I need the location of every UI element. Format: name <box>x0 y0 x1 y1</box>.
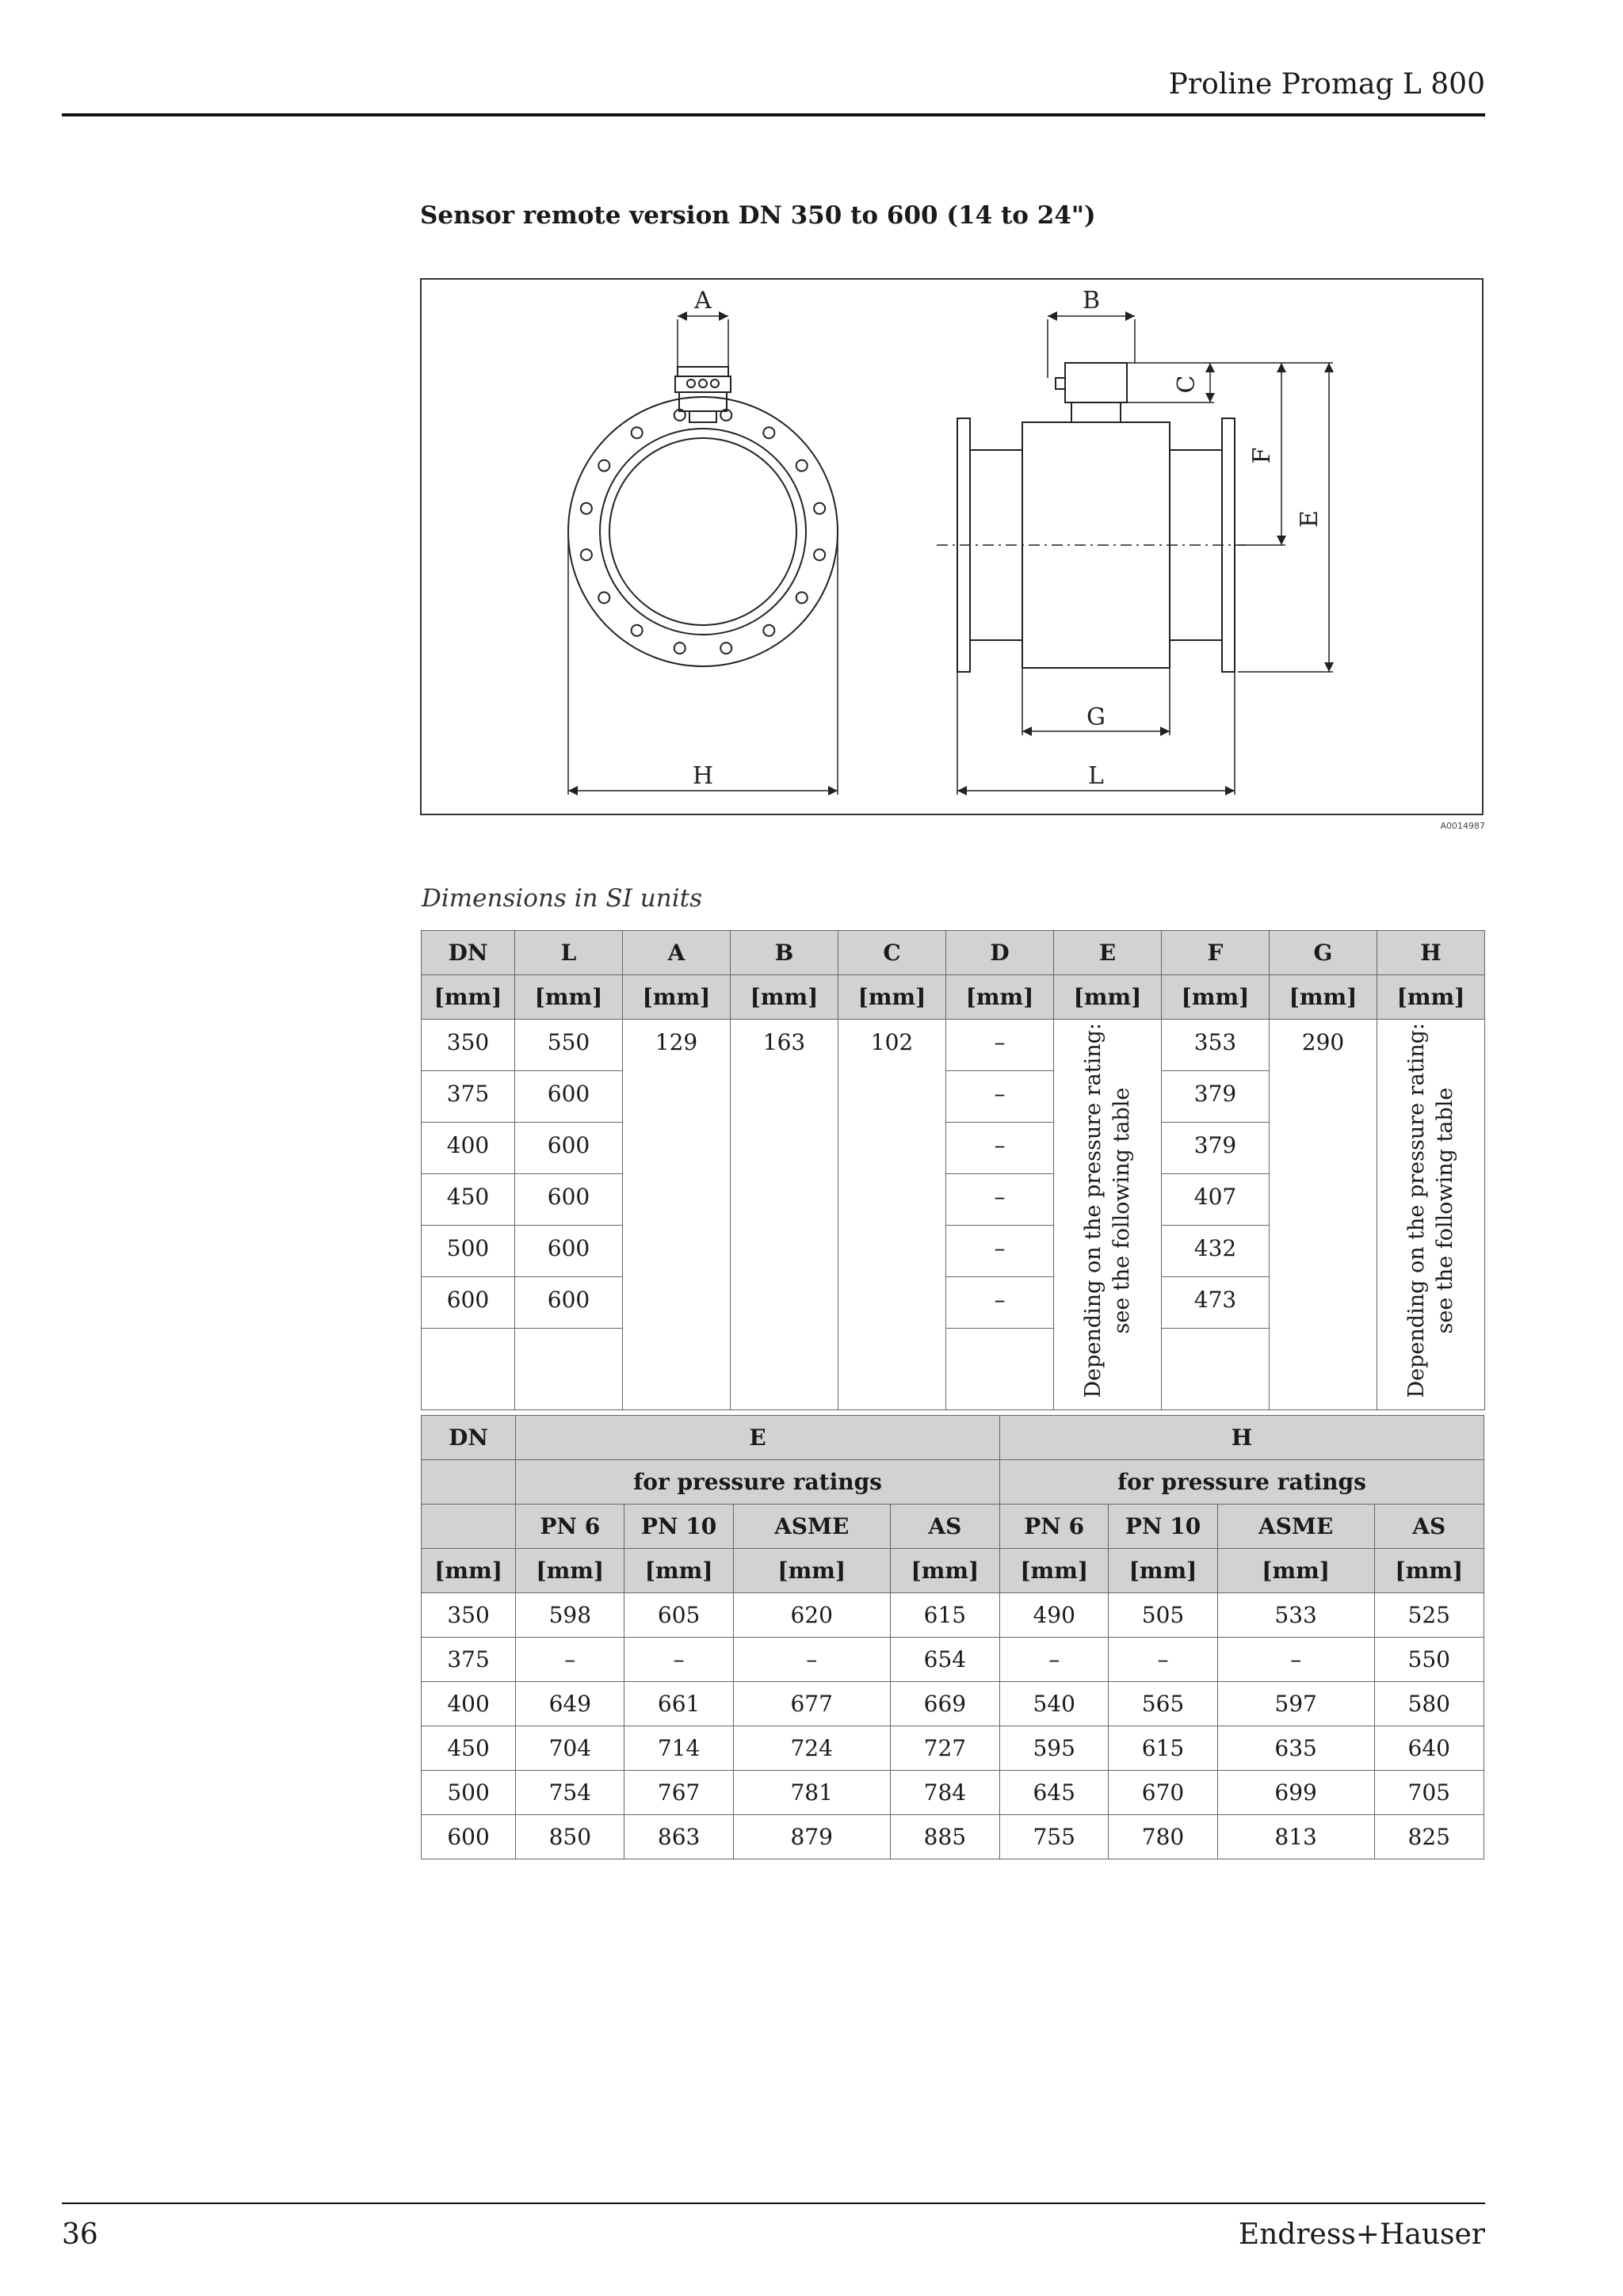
cell-dn: 600 <box>422 1276 515 1328</box>
e-note-line1: Depending on the pressure rating: <box>1080 1023 1106 1398</box>
cell-d: – <box>946 1070 1054 1122</box>
page-number: 36 <box>62 2218 98 2251</box>
col-header: D <box>946 931 1054 975</box>
cell-g: 290 <box>1270 1020 1377 1410</box>
cell-a_value: 129 <box>623 1020 731 1410</box>
unit-header: [mm] <box>422 975 515 1020</box>
table-cell: 580 <box>1374 1682 1484 1726</box>
blank-cell <box>422 1460 516 1505</box>
cell-dn: 375 <box>422 1070 515 1122</box>
table-cell: 375 <box>422 1638 516 1682</box>
unit-header: [mm] <box>1217 1549 1374 1593</box>
pressure-rating-table <box>421 1415 1484 1859</box>
table-row <box>422 1815 1484 1859</box>
sensor-dimension-drawing <box>420 278 1484 815</box>
col-header: G <box>1270 931 1377 975</box>
table-cell: 767 <box>624 1771 733 1815</box>
blank-cell-dn <box>422 1328 515 1410</box>
table-cell: 635 <box>1217 1726 1374 1771</box>
blank-cell-l <box>515 1328 623 1410</box>
table-cell: 780 <box>1109 1815 1217 1859</box>
table-cell: 565 <box>1109 1682 1217 1726</box>
unit-header: [mm] <box>515 975 623 1020</box>
table-cell: – <box>1109 1638 1217 1682</box>
col-header: L <box>515 931 623 975</box>
figure-id: A0014987 <box>1440 821 1485 831</box>
unit-header: [mm] <box>731 975 838 1020</box>
table-cell: 670 <box>1109 1771 1217 1815</box>
table-cell: 600 <box>422 1815 516 1859</box>
bolt-hole <box>796 592 808 603</box>
table-cell: 550 <box>1374 1638 1484 1682</box>
cell-e-note <box>1054 1020 1162 1410</box>
table-cell: – <box>1000 1638 1109 1682</box>
bolt-hole <box>763 427 774 438</box>
cell-dn: 500 <box>422 1225 515 1276</box>
blank-cell-d <box>946 1328 1054 1410</box>
cell-dn: 450 <box>422 1173 515 1225</box>
table-cell: 500 <box>422 1771 516 1815</box>
unit-header: [mm] <box>623 975 731 1020</box>
bolt-hole <box>814 549 825 560</box>
cell-f: 407 <box>1162 1173 1270 1225</box>
header-rule <box>62 113 1485 116</box>
dimension-lines <box>568 316 1333 795</box>
col-header: H <box>1377 931 1485 975</box>
unit-header: [mm] <box>1000 1549 1109 1593</box>
table-row <box>422 1726 1484 1771</box>
bolt-hole <box>598 460 609 471</box>
cell-f: 379 <box>1162 1122 1270 1173</box>
table-cell: 863 <box>624 1815 733 1859</box>
rating-header: ASME <box>733 1505 890 1549</box>
unit-header: [mm] <box>624 1549 733 1593</box>
rating-header: AS <box>890 1505 999 1549</box>
rating-header: AS <box>1374 1505 1484 1549</box>
dim-label-a: A <box>694 287 712 315</box>
table-caption: Dimensions in SI units <box>422 884 702 913</box>
unit-header: [mm] <box>1374 1549 1484 1593</box>
cell-d: – <box>946 1020 1054 1071</box>
blank-cell-f <box>1162 1328 1270 1410</box>
cell-dn: 350 <box>422 1020 515 1071</box>
table-cell: 598 <box>516 1593 624 1638</box>
unit-header: [mm] <box>733 1549 890 1593</box>
col-header: F <box>1162 931 1270 975</box>
table-cell: 597 <box>1217 1682 1374 1726</box>
table-row <box>422 1682 1484 1726</box>
cell-d: – <box>946 1122 1054 1173</box>
table-cell: 450 <box>422 1726 516 1771</box>
cell-dn: 400 <box>422 1122 515 1173</box>
front-view <box>568 367 838 666</box>
bolt-hole <box>814 503 825 514</box>
unit-header: [mm] <box>1162 975 1270 1020</box>
group-h: H <box>1000 1416 1484 1460</box>
cell-l: 550 <box>515 1020 623 1071</box>
footer-brand: Endress+Hauser <box>1238 2218 1485 2251</box>
subtitle-h: for pressure ratings <box>1000 1460 1484 1505</box>
dim-label-h: H <box>692 762 714 790</box>
bolt-hole <box>581 503 592 514</box>
unit-header: [mm] <box>1270 975 1377 1020</box>
cell-f: 473 <box>1162 1276 1270 1328</box>
table-cell: 595 <box>1000 1726 1109 1771</box>
table-cell: 649 <box>516 1682 624 1726</box>
h-note <box>1403 1023 1460 1398</box>
dim-label-l: L <box>1088 762 1104 790</box>
cell-d: – <box>946 1225 1054 1276</box>
table-cell: 615 <box>1109 1726 1217 1771</box>
h-note-line1: Depending on the pressure rating: <box>1403 1023 1429 1398</box>
table-cell: 705 <box>1374 1771 1484 1815</box>
col-header: A <box>623 931 731 975</box>
unit-header: [mm] <box>890 1549 999 1593</box>
bolt-hole <box>632 625 643 636</box>
table-cell: – <box>624 1638 733 1682</box>
col-header: B <box>731 931 838 975</box>
rating-header: PN 6 <box>516 1505 624 1549</box>
table-cell: 640 <box>1374 1726 1484 1771</box>
table-cell: 825 <box>1374 1815 1484 1859</box>
h-note-line2: see the following table <box>1432 1087 1457 1334</box>
unit-header: [mm] <box>1377 975 1485 1020</box>
group-e: E <box>516 1416 1000 1460</box>
table-cell: 879 <box>733 1815 890 1859</box>
table-row <box>422 1638 1484 1682</box>
cell-d: – <box>946 1276 1054 1328</box>
table-row <box>422 1020 1485 1071</box>
subtitle-e: for pressure ratings <box>516 1460 1000 1505</box>
bolt-hole <box>674 643 685 654</box>
blank-cell <box>422 1505 516 1549</box>
dim-label-f: F <box>1248 447 1276 464</box>
rating-header: ASME <box>1217 1505 1374 1549</box>
bolt-hole <box>581 549 592 560</box>
e-note <box>1079 1023 1136 1398</box>
rating-header: PN 10 <box>624 1505 733 1549</box>
table-cell: 699 <box>1217 1771 1374 1815</box>
cell-l: 600 <box>515 1173 623 1225</box>
side-view <box>937 363 1246 672</box>
cell-l: 600 <box>515 1122 623 1173</box>
table-cell: 755 <box>1000 1815 1109 1859</box>
table-cell: 645 <box>1000 1771 1109 1815</box>
table-cell: 813 <box>1217 1815 1374 1859</box>
table-cell: 540 <box>1000 1682 1109 1726</box>
table-cell: 615 <box>890 1593 999 1638</box>
unit-header: [mm] <box>516 1549 624 1593</box>
col-header: DN <box>422 931 515 975</box>
bolt-hole <box>632 427 643 438</box>
rating-header: PN 6 <box>1000 1505 1109 1549</box>
e-note-line2: see the following table <box>1109 1087 1134 1334</box>
cell-d: – <box>946 1173 1054 1225</box>
cell-h-note <box>1377 1020 1485 1410</box>
unit-header: [mm] <box>422 1549 516 1593</box>
bolt-hole <box>720 643 731 654</box>
bolt-holes <box>581 410 825 654</box>
cell-b_value: 163 <box>731 1020 838 1410</box>
dim-label-g: G <box>1086 704 1106 731</box>
section-title: Sensor remote version DN 350 to 600 (14 to 24") <box>420 201 1096 230</box>
cell-f: 432 <box>1162 1225 1270 1276</box>
table-cell: 784 <box>890 1771 999 1815</box>
table-cell: 724 <box>733 1726 890 1771</box>
table-cell: 704 <box>516 1726 624 1771</box>
table-cell: 490 <box>1000 1593 1109 1638</box>
cell-c_value: 102 <box>838 1020 946 1410</box>
col-header: E <box>1054 931 1162 975</box>
table-row <box>422 1593 1484 1638</box>
table-cell: 754 <box>516 1771 624 1815</box>
unit-header: [mm] <box>838 975 946 1020</box>
dimensions-table <box>421 930 1485 1410</box>
table-cell: 781 <box>733 1771 890 1815</box>
table-cell: 669 <box>890 1682 999 1726</box>
table-cell: 654 <box>890 1638 999 1682</box>
bolt-hole <box>763 625 774 636</box>
table-cell: 605 <box>624 1593 733 1638</box>
table-cell: 727 <box>890 1726 999 1771</box>
rating-header: PN 10 <box>1109 1505 1217 1549</box>
cell-f: 353 <box>1162 1020 1270 1071</box>
table-cell: 850 <box>516 1815 624 1859</box>
table-row <box>422 1771 1484 1815</box>
cell-l: 600 <box>515 1276 623 1328</box>
table-cell: 714 <box>624 1726 733 1771</box>
cell-l: 600 <box>515 1070 623 1122</box>
bolt-hole <box>598 592 609 603</box>
header-title: Proline Promag L 800 <box>1168 68 1485 101</box>
unit-header: [mm] <box>1054 975 1162 1020</box>
table-cell: 885 <box>890 1815 999 1859</box>
cell-f: 379 <box>1162 1070 1270 1122</box>
col-header: C <box>838 931 946 975</box>
col-dn: DN <box>422 1416 516 1460</box>
table-cell: 661 <box>624 1682 733 1726</box>
unit-header: [mm] <box>946 975 1054 1020</box>
table-cell: – <box>1217 1638 1374 1682</box>
dim-label-e: E <box>1296 510 1323 528</box>
table-cell: – <box>516 1638 624 1682</box>
bolt-hole <box>796 460 808 471</box>
dim-label-c: C <box>1173 375 1201 394</box>
table-cell: 350 <box>422 1593 516 1638</box>
cell-l: 600 <box>515 1225 623 1276</box>
table-cell: 505 <box>1109 1593 1217 1638</box>
table-cell: 677 <box>733 1682 890 1726</box>
unit-header: [mm] <box>1109 1549 1217 1593</box>
table-cell: 525 <box>1374 1593 1484 1638</box>
dim-label-b: B <box>1082 287 1101 315</box>
table-cell: 533 <box>1217 1593 1374 1638</box>
table-cell: 620 <box>733 1593 890 1638</box>
footer-rule <box>62 2203 1485 2204</box>
table-cell: – <box>733 1638 890 1682</box>
table-cell: 400 <box>422 1682 516 1726</box>
